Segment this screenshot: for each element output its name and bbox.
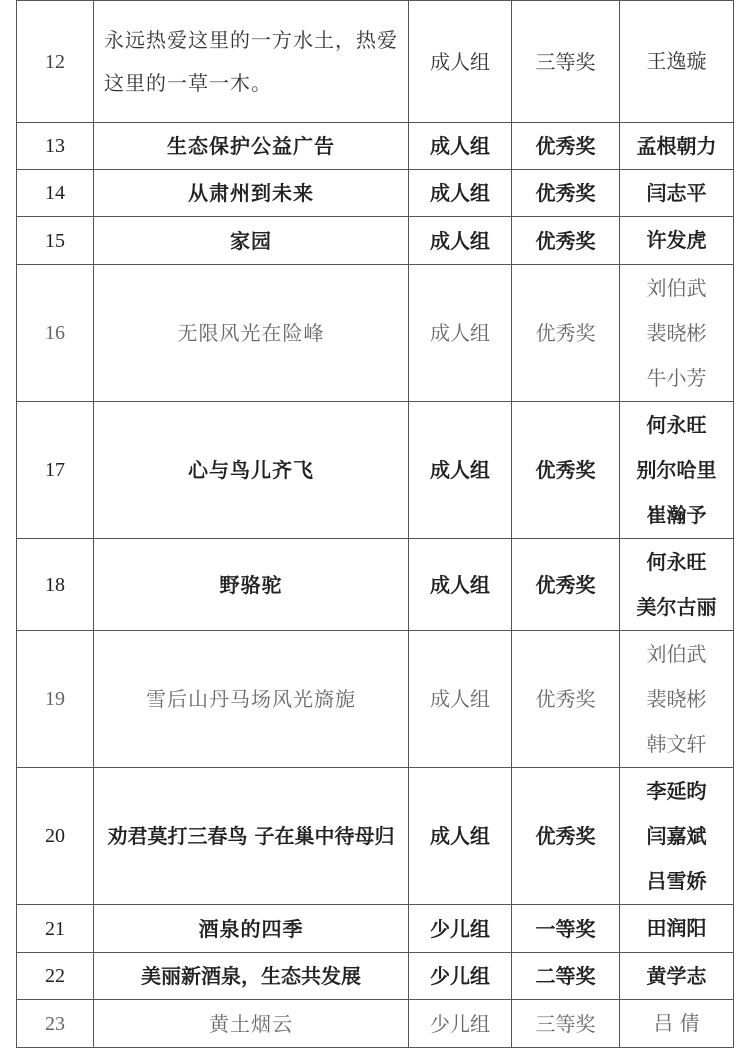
row-number: 16 (17, 265, 94, 402)
author-name: 黄学志 (646, 963, 707, 988)
author-name: 美尔古丽 (636, 594, 717, 619)
work-title: 野骆驼 (94, 539, 409, 631)
work-title: 黄土烟云 (94, 1000, 409, 1048)
author-name: 崔瀚予 (646, 502, 707, 527)
row-number: 15 (17, 217, 94, 265)
work-title: 劝君莫打三春鸟 子在巢中待母归 (94, 768, 409, 905)
table-row (17, 631, 734, 768)
group-cell: 成人组 (409, 217, 512, 265)
author-name: 王逸璇 (646, 49, 707, 73)
prize-cell: 优秀奖 (512, 768, 620, 905)
group-cell: 少儿组 (409, 953, 512, 1000)
author-name: 刘伯武 (646, 641, 707, 666)
work-title: 美丽新酒泉，生态共发展 (94, 953, 409, 1000)
group-cell: 成人组 (409, 1, 512, 123)
row-number: 20 (17, 768, 94, 905)
author-name: 韩文轩 (646, 731, 707, 756)
table-row (17, 170, 734, 217)
author-cell (620, 123, 734, 170)
author-cell (620, 905, 734, 953)
prize-cell: 优秀奖 (512, 170, 620, 217)
author-name: 吕雪娇 (646, 868, 707, 893)
author-name: 牛小芳 (646, 365, 707, 390)
row-number: 19 (17, 631, 94, 768)
group-cell: 成人组 (409, 402, 512, 539)
prize-cell: 二等奖 (512, 953, 620, 1000)
group-cell: 少儿组 (409, 1000, 512, 1048)
author-name: 闫志平 (646, 180, 707, 205)
prize-cell: 三等奖 (512, 1, 620, 123)
prize-cell: 一等奖 (512, 905, 620, 953)
group-cell: 成人组 (409, 631, 512, 768)
table-row (17, 1000, 734, 1048)
group-cell: 成人组 (409, 170, 512, 217)
author-cell (620, 953, 734, 1000)
author-name: 裴晓彬 (646, 686, 707, 711)
table-row (17, 217, 734, 265)
prize-cell: 三等奖 (512, 1000, 620, 1048)
work-title: 酒泉的四季 (94, 905, 409, 953)
group-cell: 成人组 (409, 123, 512, 170)
row-number: 12 (17, 1, 94, 123)
work-title: 家园 (94, 217, 409, 265)
table-row (17, 1, 734, 123)
work-title: 从肃州到未来 (94, 170, 409, 217)
table-row (17, 905, 734, 953)
author-cell (620, 402, 734, 539)
table-row (17, 265, 734, 402)
author-cell (620, 768, 734, 905)
table-row (17, 539, 734, 631)
author-cell (620, 539, 734, 631)
work-title: 生态保护公益广告 (94, 123, 409, 170)
author-name: 李延昀 (646, 778, 707, 803)
author-name: 孟根朝力 (636, 133, 717, 158)
row-number: 13 (17, 123, 94, 170)
table-row (17, 123, 734, 170)
author-cell (620, 1000, 734, 1048)
table-row (17, 768, 734, 905)
author-name: 何永旺 (646, 549, 707, 574)
prize-cell: 优秀奖 (512, 217, 620, 265)
author-cell (620, 170, 734, 217)
group-cell: 成人组 (409, 768, 512, 905)
group-cell: 成人组 (409, 265, 512, 402)
author-cell (620, 265, 734, 402)
author-name: 何永旺 (646, 412, 707, 437)
row-number: 21 (17, 905, 94, 953)
group-cell: 成人组 (409, 539, 512, 631)
author-name: 裴晓彬 (646, 320, 707, 345)
prize-cell: 优秀奖 (512, 539, 620, 631)
row-number: 17 (17, 402, 94, 539)
row-number: 18 (17, 539, 94, 631)
table-row (17, 953, 734, 1000)
row-number: 14 (17, 170, 94, 217)
table-row (17, 402, 734, 539)
work-title: 雪后山丹马场风光旖旎 (94, 631, 409, 768)
author-name: 刘伯武 (646, 275, 707, 300)
group-cell: 少儿组 (409, 905, 512, 953)
row-number: 22 (17, 953, 94, 1000)
author-name: 闫嘉斌 (646, 823, 707, 848)
work-title: 永远热爱这里的一方水土，热爱这里的一草一木。 (94, 1, 409, 123)
author-name: 田润阳 (646, 916, 707, 940)
prize-cell: 优秀奖 (512, 123, 620, 170)
prize-cell: 优秀奖 (512, 631, 620, 768)
author-cell (620, 217, 734, 265)
prize-cell: 优秀奖 (512, 265, 620, 402)
prize-cell: 优秀奖 (512, 402, 620, 539)
work-title: 心与鸟儿齐飞 (94, 402, 409, 539)
author-cell (620, 1, 734, 123)
author-name: 许发虎 (646, 228, 707, 252)
awards-table (16, 0, 734, 1048)
author-name: 别尔哈里 (636, 457, 717, 482)
author-name: 吕 倩 (653, 1011, 700, 1035)
author-cell (620, 631, 734, 768)
row-number: 23 (17, 1000, 94, 1048)
work-title: 无限风光在险峰 (94, 265, 409, 402)
